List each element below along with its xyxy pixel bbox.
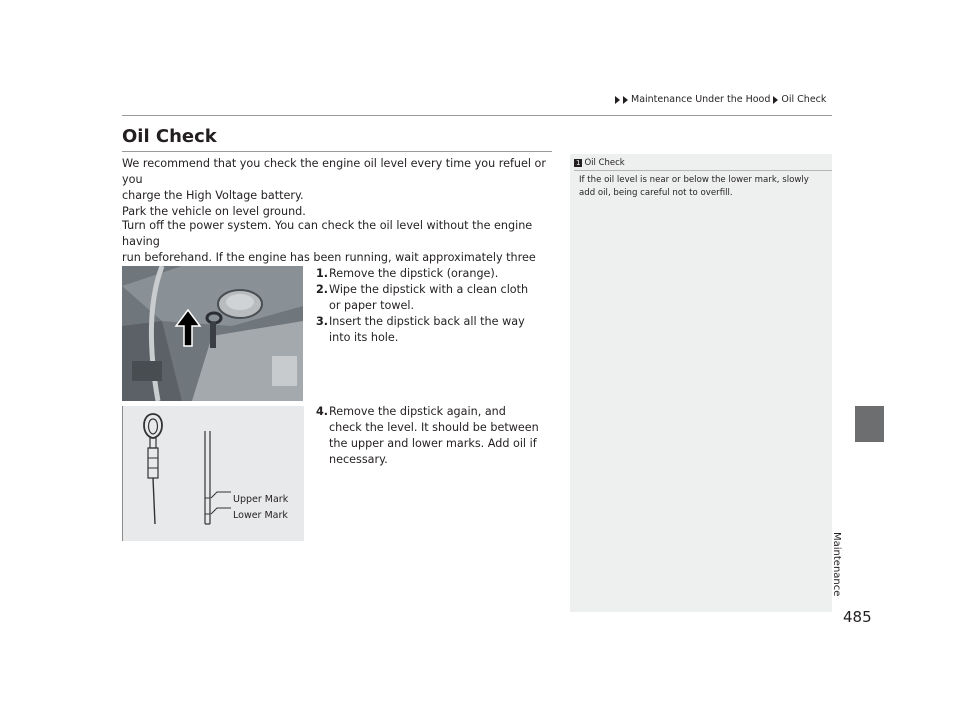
engine-bay-photo (122, 266, 303, 401)
intro-line: run beforehand. If the engine has been running, wait approximately three (122, 251, 536, 264)
breadcrumb-arrow-icon (623, 96, 628, 104)
step-2 (316, 282, 540, 314)
section-tab[interactable] (855, 406, 884, 442)
step-text: Remove the dipstick (orange). (329, 267, 499, 280)
step-number: 4. (316, 405, 329, 418)
step-text: Wipe the dipstick with a clean cloth or paper towel. (329, 283, 529, 312)
note-marker-icon: 1 (576, 159, 581, 167)
engine-bay-illustration (122, 266, 303, 401)
side-note-title-text: Oil Check (584, 158, 625, 168)
intro-paragraph-1 (122, 156, 554, 220)
page-number: 485 (843, 608, 872, 626)
section-tab-label: Maintenance (831, 532, 842, 597)
dipstick-diagram (122, 406, 304, 541)
page-title: Oil Check (122, 126, 217, 147)
header-divider (122, 115, 832, 116)
breadcrumb-arrow-icon (615, 96, 620, 104)
upper-mark-label: Upper Mark (233, 494, 289, 505)
side-note-divider (574, 170, 832, 171)
side-note-text: If the oil level is near or below the lower mark, slowly add oil, being careful not to overfill. (579, 175, 809, 198)
lower-mark-label: Lower Mark (233, 510, 288, 521)
side-note-title (574, 158, 625, 168)
side-note-panel (570, 154, 832, 612)
breadcrumb (615, 94, 826, 105)
step-1 (316, 266, 540, 282)
intro-line: We recommend that you check the engine oil level every time you refuel or you (122, 157, 546, 186)
title-divider (122, 151, 552, 152)
breadcrumb-page[interactable]: Oil Check (781, 94, 827, 105)
step-4 (316, 404, 540, 468)
step-number: 2. (316, 283, 329, 296)
intro-line: Park the vehicle on level ground. (122, 205, 306, 218)
step-text: Remove the dipstick again, and check the level. It should be between the upper and lower marks. Add oil if necessary. (329, 405, 539, 466)
breadcrumb-arrow-icon (773, 96, 778, 104)
breadcrumb-section[interactable]: Maintenance Under the Hood (631, 94, 771, 105)
step-number: 3. (316, 315, 329, 328)
intro-line: charge the High Voltage battery. (122, 189, 304, 202)
step-text: Insert the dipstick back all the way into its hole. (329, 315, 525, 344)
step-3 (316, 314, 540, 346)
intro-line: Turn off the power system. You can check the oil level without the engine having (122, 219, 533, 248)
step-number: 1. (316, 267, 329, 280)
